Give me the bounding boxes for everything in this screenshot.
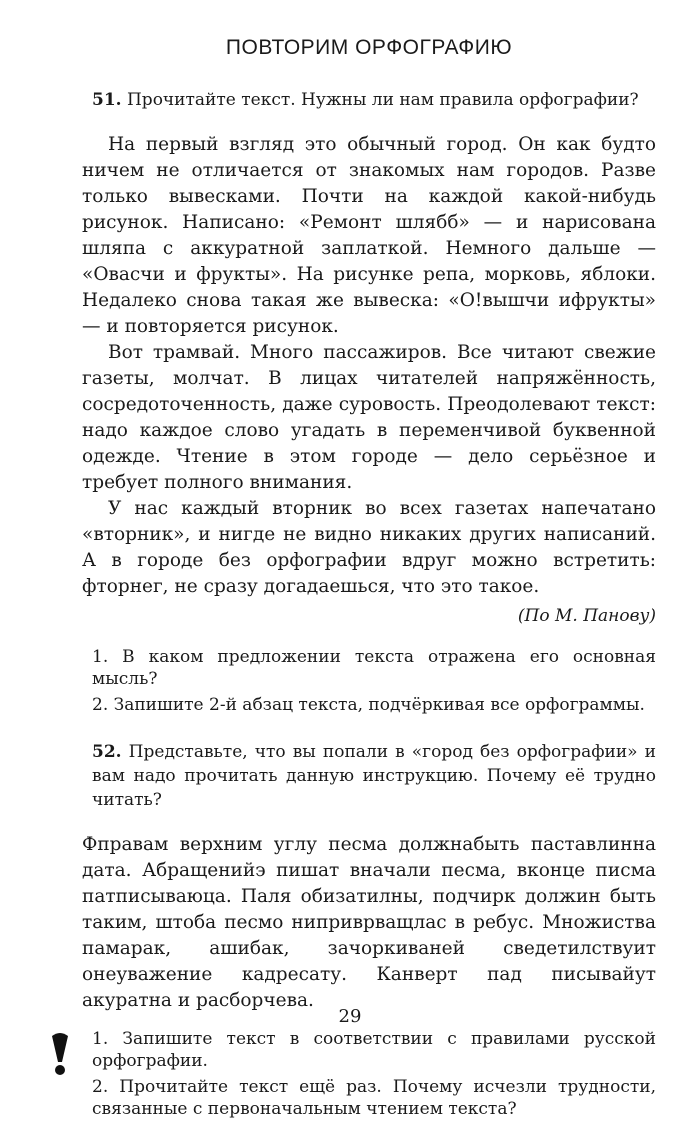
text-paragraph-3: У нас каждый вторник во всех газетах напечатано «вторник», и нигде не видно никаких других написаний. А в городе без орфографии вдруг можно встретить: фторнег, не сразу догадаешься, что это такое.: [82, 498, 656, 597]
exclamation-icon: [48, 1032, 72, 1076]
exercise-51-number: 51.: [92, 90, 122, 110]
exercise-52-text: [82, 832, 656, 1014]
exercise-51-instruction: Прочитайте текст. Нужны ли нам правила орфографии?: [126, 90, 639, 110]
exercise-51-task: [92, 88, 656, 112]
misspelled-paragraph: Фправам верхним углу песма должнабыть паставлинна дата. Абращенийэ пишат вначали песма, вконце писма патписываюца. Паля обизатилны, подчирк должин быть таким, штоба песмо ниприврващлас в ребус. Множиства памарак, ашибак, зачоркиваней сведетилствуит онеуважение кадресату. Канверт пад писывайут акуратна и расборчева.: [82, 834, 656, 1011]
exercise-52-questions: [92, 1028, 656, 1120]
page-title: ПОВТОРИМ ОРФОГРАФИЮ: [225, 36, 513, 59]
exercise-52-questions-block: [82, 1028, 656, 1120]
exercise-52-number: 52.: [92, 742, 122, 762]
question-item: 2. Прочитайте текст ещё раз. Почему исчезли трудности, связанные с первоначальным чтением текста?: [92, 1077, 656, 1119]
question-item: 1. Запишите текст в соответствии с правилами русской орфографии.: [92, 1029, 656, 1071]
page-number: 29: [338, 1006, 362, 1027]
exercise-52-instruction: Представьте, что вы попали в «город без орфографии» и вам надо прочитать данную инструкцию. Почему её трудно читать?: [92, 742, 656, 810]
page-content: [82, 30, 656, 1124]
text-paragraph-1: На первый взгляд это обычный город. Он как будто ничем не отличается от знакомых нам городов. Разве только вывесками. Почти на каждой какой-нибудь рисунок. Написано: «Ремонт шлябб» — и нарисована шляпа с аккуратной заплаткой. Немного дальше — «Овасчи и фрукты». На рисунке репа, морковь, яблоки. Недалеко снова такая же вывеска: «О!вышчи ифрукты» — и повторяется рисунок.: [82, 134, 656, 337]
exercise-51-questions: [92, 646, 656, 716]
text-source: (По М. Панову): [517, 606, 656, 626]
exercise-52-task: [92, 740, 656, 812]
question-item: 2. Запишите 2-й абзац текста, подчёркивая все орфограммы.: [92, 695, 645, 715]
exercise-51-text: [82, 132, 656, 600]
question-item: 1. В каком предложении текста отражена его основная мысль?: [92, 647, 656, 689]
text-paragraph-2: Вот трамвай. Много пассажиров. Все читают свежие газеты, молчат. В лицах читателей напряжённость, сосредоточенность, даже суровость. Преодолевают текст: надо каждое слово угадать в переменчивой буквенной одежде. Чтение в этом городе — дело серьёзное и требует полного внимания.: [82, 342, 656, 493]
